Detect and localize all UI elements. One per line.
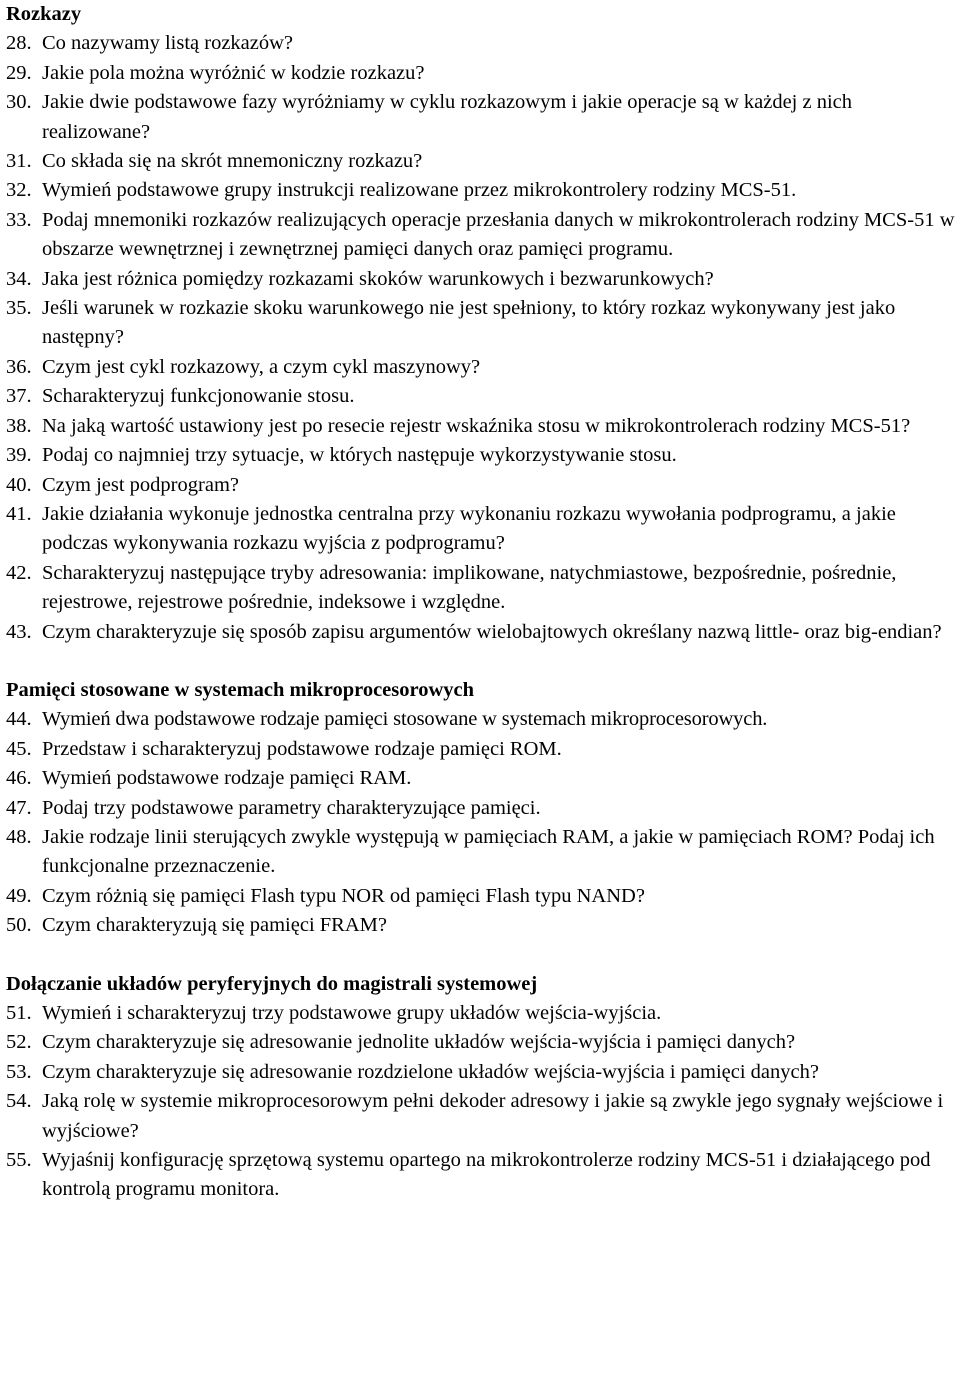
question-text: Jaka jest różnica pomiędzy rozkazami skoków warunkowych i bezwarunkowych?	[42, 267, 714, 290]
question-item	[6, 412, 958, 441]
section-rozkazy	[6, 0, 958, 647]
question-text: Jakie działania wykonuje jednostka centralna przy wykonaniu rozkazu wywołania podprogramu, a jakie podczas wykonywania rozkazu wyjścia z podprogramu?	[42, 502, 896, 555]
question-text: Co składa się na skrót mnemoniczny rozkazu?	[42, 150, 423, 173]
question-item	[6, 441, 958, 470]
question-text: Czym różnią się pamięci Flash typu NOR od pamięci Flash typu NAND?	[42, 884, 645, 907]
question-number: 32.	[6, 179, 32, 202]
question-item	[6, 88, 958, 147]
section-title: Rozkazy	[6, 3, 82, 25]
question-item	[6, 471, 958, 500]
question-number: 34.	[6, 267, 32, 290]
question-item	[6, 911, 958, 940]
question-number: 29.	[6, 61, 32, 84]
question-text: Co nazywamy listą rozkazów?	[42, 32, 294, 55]
question-text: Jakie rodzaje linii sterujących zwykle występują w pamięciach RAM, a jakie w pamięciach ROM? Podaj ich funkcjonalne przeznaczenie.	[42, 825, 935, 878]
question-item	[6, 1087, 958, 1146]
question-text: Jakie dwie podstawowe fazy wyróżniamy w cyklu rozkazowym i jakie operacje są w każdej z nich realizowane?	[42, 91, 853, 143]
question-text: Jeśli warunek w rozkazie skoku warunkowego nie jest spełniony, to który rozkaz wykonywany jest jako następny?	[42, 297, 896, 349]
question-list	[6, 29, 958, 647]
question-text: Czym charakteryzuje się sposób zapisu argumentów wielobajtowych określany nazwą little- oraz big-endian?	[42, 620, 942, 643]
question-text: Czym charakteryzuje się adresowanie jednolite układów wejścia-wyjścia i pamięci danych?	[42, 1031, 796, 1054]
question-number: 37.	[6, 385, 32, 408]
section-title: Dołączanie układów peryferyjnych do magistrali systemowej	[6, 972, 538, 995]
question-text: Scharakteryzuj funkcjonowanie stosu.	[42, 385, 355, 408]
question-item	[6, 999, 958, 1028]
section-title: Pamięci stosowane w systemach mikroprocesorowych	[6, 678, 475, 701]
question-item	[6, 882, 958, 911]
question-item	[6, 764, 958, 793]
question-text: Podaj mnemoniki rozkazów realizujących operacje przesłania danych w mikrokontrolerach rodziny MCS-51 w obszarze wewnętrznej i zewnętrznej pamięci danych oraz pamięci programu.	[42, 208, 955, 261]
section-pamieci	[6, 676, 958, 941]
question-text: Czym jest cykl rozkazowy, a czym cykl maszynowy?	[42, 355, 481, 378]
question-item	[6, 382, 958, 411]
question-list	[6, 999, 958, 1205]
question-number: 39.	[6, 444, 32, 467]
question-number: 28.	[6, 32, 32, 55]
question-text: Jakie pola można wyróżnić w kodzie rozkazu?	[42, 61, 425, 84]
question-number: 49.	[6, 884, 32, 907]
question-item	[6, 1028, 958, 1057]
question-text: Podaj co najmniej trzy sytuacje, w których następuje wykorzystywanie stosu.	[42, 444, 677, 467]
question-text: Czym jest podprogram?	[42, 473, 239, 496]
question-text: Wymień podstawowe grupy instrukcji realizowane przez mikrokontrolery rodziny MCS-51.	[42, 179, 797, 202]
question-item	[6, 294, 958, 353]
question-item	[6, 500, 958, 559]
question-number: 42.	[6, 561, 32, 584]
question-text: Czym charakteryzują się pamięci FRAM?	[42, 914, 387, 937]
question-text: Przedstaw i scharakteryzuj podstawowe rodzaje pamięci ROM.	[42, 737, 562, 760]
question-number: 41.	[6, 502, 32, 525]
question-number: 50.	[6, 914, 32, 937]
question-number: 55.	[6, 1149, 32, 1172]
question-item	[6, 265, 958, 294]
question-number: 47.	[6, 796, 32, 819]
question-number: 51.	[6, 1002, 32, 1024]
question-text: Wyjaśnij konfigurację sprzętową systemu opartego na mikrokontrolerze rodziny MCS-51 i działającego pod kontrolą programu monitora.	[42, 1149, 931, 1201]
question-number: 35.	[6, 297, 32, 320]
question-item	[6, 794, 958, 823]
question-text: Wymień i scharakteryzuj trzy podstawowe grupy układów wejścia-wyjścia.	[42, 1002, 662, 1024]
question-number: 40.	[6, 473, 32, 496]
question-item	[6, 206, 958, 265]
question-number: 36.	[6, 355, 32, 378]
question-number: 33.	[6, 208, 32, 231]
question-item	[6, 735, 958, 764]
question-number: 54.	[6, 1090, 32, 1113]
document-page	[6, 0, 958, 1205]
question-item	[6, 1058, 958, 1087]
question-list	[6, 705, 958, 940]
question-item	[6, 29, 958, 58]
section-peryferia	[6, 970, 958, 1205]
question-text: Scharakteryzuj następujące tryby adresowania: implikowane, natychmiastowe, bezpośrednie, pośrednie, rejestrowe, rejestrowe pośrednie, indeksowe i względne.	[42, 561, 897, 614]
question-number: 48.	[6, 825, 32, 848]
question-item	[6, 559, 958, 618]
question-text: Podaj trzy podstawowe parametry charakteryzujące pamięci.	[42, 796, 541, 819]
question-item	[6, 353, 958, 382]
question-item	[6, 59, 958, 88]
question-text: Wymień dwa podstawowe rodzaje pamięci stosowane w systemach mikroprocesorowych.	[42, 708, 768, 731]
question-number: 31.	[6, 150, 32, 173]
question-item	[6, 618, 958, 647]
question-number: 30.	[6, 91, 32, 114]
question-number: 52.	[6, 1031, 32, 1054]
question-text: Czym charakteryzuje się adresowanie rozdzielone układów wejścia-wyjścia i pamięci danych?	[42, 1060, 819, 1083]
question-item	[6, 1146, 958, 1205]
question-item	[6, 705, 958, 734]
question-number: 44.	[6, 708, 32, 731]
question-text: Jaką rolę w systemie mikroprocesorowym pełni dekoder adresowy i jakie są zwykle jego sygnały wejściowe i wyjściowe?	[42, 1090, 944, 1142]
question-number: 53.	[6, 1060, 32, 1083]
question-number: 38.	[6, 414, 32, 437]
question-number: 45.	[6, 737, 32, 760]
question-text: Na jaką wartość ustawiony jest po resecie rejestr wskaźnika stosu w mikrokontrolerach rodziny MCS-51?	[42, 414, 911, 437]
question-item	[6, 147, 958, 176]
question-number: 46.	[6, 767, 32, 790]
question-number: 43.	[6, 620, 32, 643]
question-item	[6, 176, 958, 205]
question-item	[6, 823, 958, 882]
question-text: Wymień podstawowe rodzaje pamięci RAM.	[42, 767, 412, 790]
